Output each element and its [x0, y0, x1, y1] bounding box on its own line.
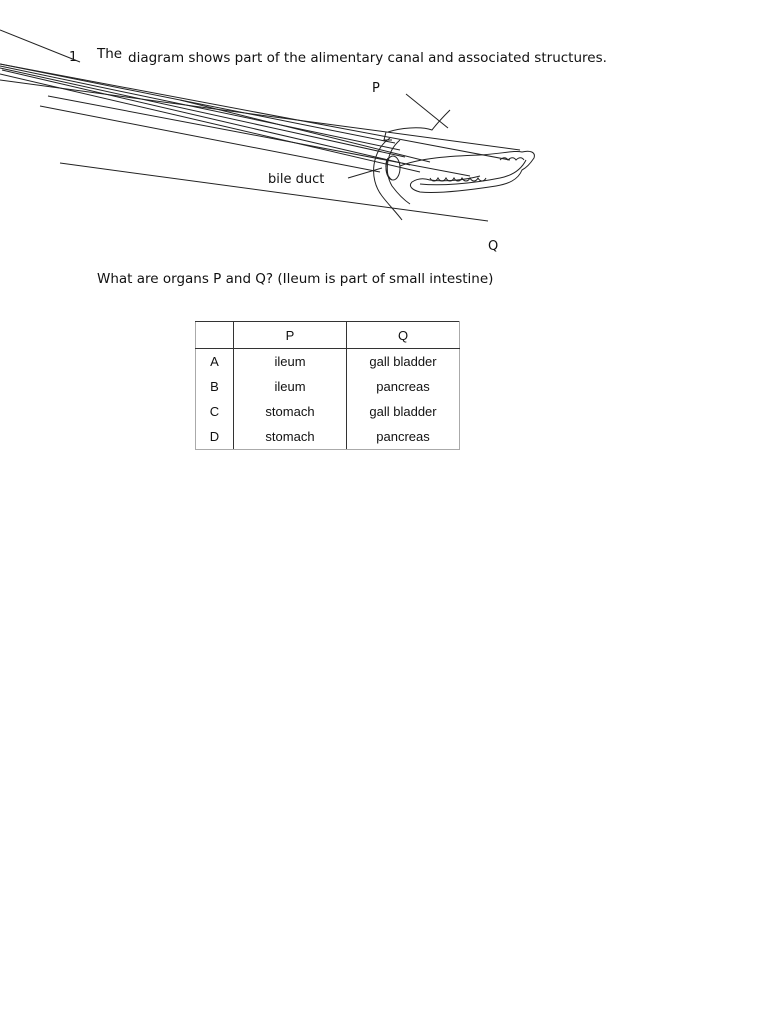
answer-options-table [195, 321, 460, 450]
diagram-stray-line [40, 106, 380, 172]
option-letter: C [196, 399, 234, 424]
header-q: Q [347, 322, 460, 349]
option-p: ileum [234, 374, 347, 399]
stomach-outline [388, 110, 450, 132]
label-p-pointer [406, 94, 448, 128]
diagram-label-bile-duct: bile duct [268, 172, 325, 187]
diagram-stray-line [0, 64, 510, 160]
header-p: P [234, 322, 347, 349]
option-p: stomach [234, 424, 347, 450]
table-row [196, 349, 460, 375]
table-header-row [196, 322, 460, 349]
option-p: stomach [234, 399, 347, 424]
option-q: pancreas [347, 424, 460, 450]
pancreas-outline [400, 151, 534, 192]
option-q: gall bladder [347, 349, 460, 375]
question-first-word: The [97, 46, 123, 62]
question-number: 1 [69, 50, 78, 65]
header-option [196, 322, 234, 349]
alimentary-canal-diagram [0, 0, 768, 260]
diagram-stray-line [0, 68, 405, 157]
option-letter: B [196, 374, 234, 399]
option-q: gall bladder [347, 399, 460, 424]
table-row [196, 374, 460, 399]
diagram-stray-line [2, 70, 410, 165]
option-letter: A [196, 349, 234, 375]
option-q: pancreas [347, 374, 460, 399]
diagram-stray-line [0, 80, 520, 150]
table-row [196, 424, 460, 450]
diagram-stray-line [0, 30, 80, 62]
question-text: diagram shows part of the alimentary canal and associated structures. [128, 50, 607, 66]
diagram-label-q: Q [488, 239, 499, 254]
question-prompt: What are organs P and Q? (Ileum is part of small intestine) [97, 271, 494, 287]
option-letter: D [196, 424, 234, 450]
diagram-stray-line [0, 64, 395, 143]
diagram-label-p: P [372, 81, 380, 96]
table-row [196, 399, 460, 424]
option-p: ileum [234, 349, 347, 375]
